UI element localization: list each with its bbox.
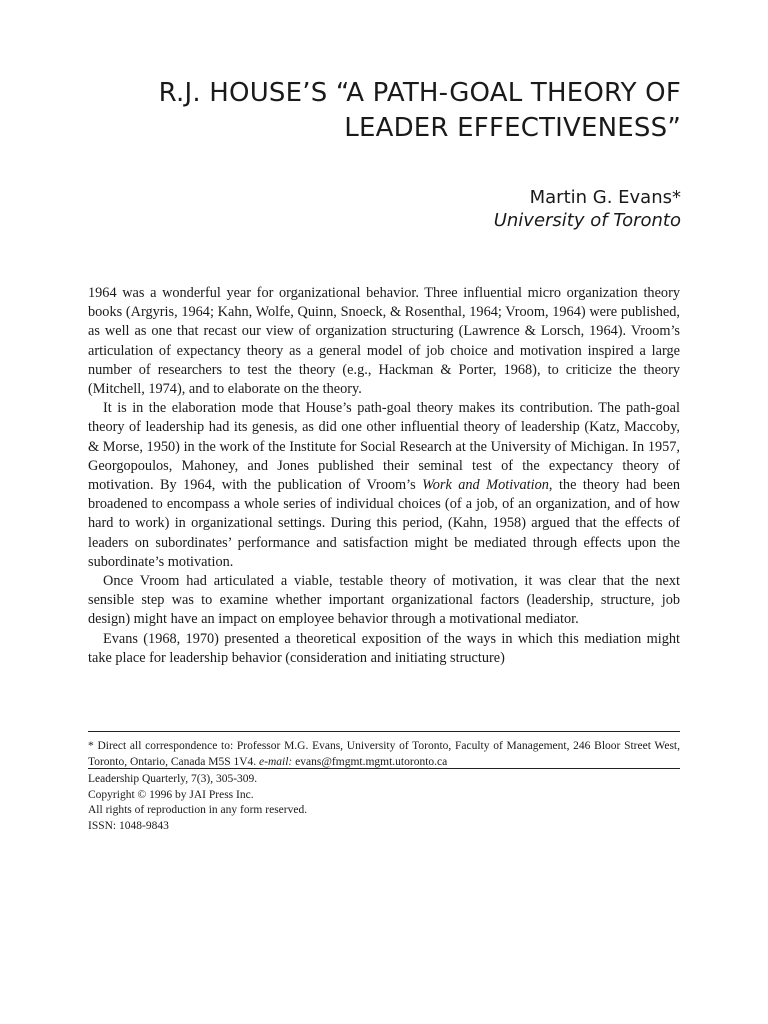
copyright-line: Copyright © 1996 by JAI Press Inc. [88,788,254,801]
author-affiliation: University of Toronto [493,210,681,231]
footnote-text: * Direct all correspondence to: Professor M.G. Evans, University of Toronto, Faculty of Management, 246 Bloor Street West, Toronto, Ontario, Canada M5S 1V4. [88,740,680,768]
correspondence-footnote [88,738,680,770]
publication-info [88,772,680,834]
paragraph-3: Once Vroom had articulated a viable, testable theory of motivation, it was clear that the next sensible step was to examine whether important organizational factors (leadership, structure, job design) might have an impact on employee behavior through a motivational mediator. [88,573,680,628]
rights-line: All rights of reproduction in any form reserved. [88,804,308,816]
footnote-divider [88,731,680,732]
author-name: Martin G. Evans* [529,187,681,208]
footnote-email: evans@fmgmt.mgmt.utoronto.ca [292,756,448,768]
article-body [88,284,680,668]
author-block [281,186,681,232]
paragraph-2 [88,399,680,572]
issn-line: ISSN: 1048-9843 [88,819,169,832]
article-title [61,76,681,146]
book-title-work-and-motivation: Work and Motivation [422,477,549,494]
paragraph-4: Evans (1968, 1970) presented a theoretical exposition of the ways in which this mediation might take place for leadership behavior (consideration and initiating structure) [88,630,680,666]
pubinfo-divider [88,768,680,769]
title-line-1: R.J. HOUSE’S “A PATH-GOAL THEORY OF [158,78,681,108]
paragraph-2-part-1: It is in the elaboration mode that House’s path-goal theory makes its contribution. The path-goal theory of leadership had its genesis, as did one other influential theory of leadership (Katz, Maccoby, & Morse, 1950) in the work of the Institute for Social Research at the University of Michigan. In 1957, Georgopoulos, Mahoney, and Jones published their seminal test of the expectancy theory of motivation. By 1964, with the publication of Vroom’s [88,400,680,494]
paragraph-2-part-2: , the theory had been broadened to encompass a whole series of individual choices (of a job, of an organization, and of how hard to work) in organizational settings. During this period, (Kahn, 1958) argued that the effects of leaders on subordinates’ performance and satisfaction might be mediated through effects upon the subordinate’s motivation. [88,477,680,570]
journal-citation: Leadership Quarterly, 7(3), 305-309. [88,773,258,785]
paragraph-1: 1964 was a wonderful year for organizational behavior. Three influential micro organization theory books (Argyris, 1964; Kahn, Wolfe, Quinn, Snoeck, & Rosenthal, 1964; Vroom, 1964) were published, as well as one that recast our view of organization structuring (Lawrence & Lorsch, 1964). Vroom’s articulation of expectancy theory as a general model of job choice and motivation inspired a large number of researchers to test the theory (e.g., Hackman & Porter, 1968), to criticize the theory (Mitchell, 1974), and to elaborate on the theory. [88,285,680,398]
title-line-2: LEADER EFFECTIVENESS” [344,113,681,143]
footnote-email-label: e-mail: [259,756,293,768]
